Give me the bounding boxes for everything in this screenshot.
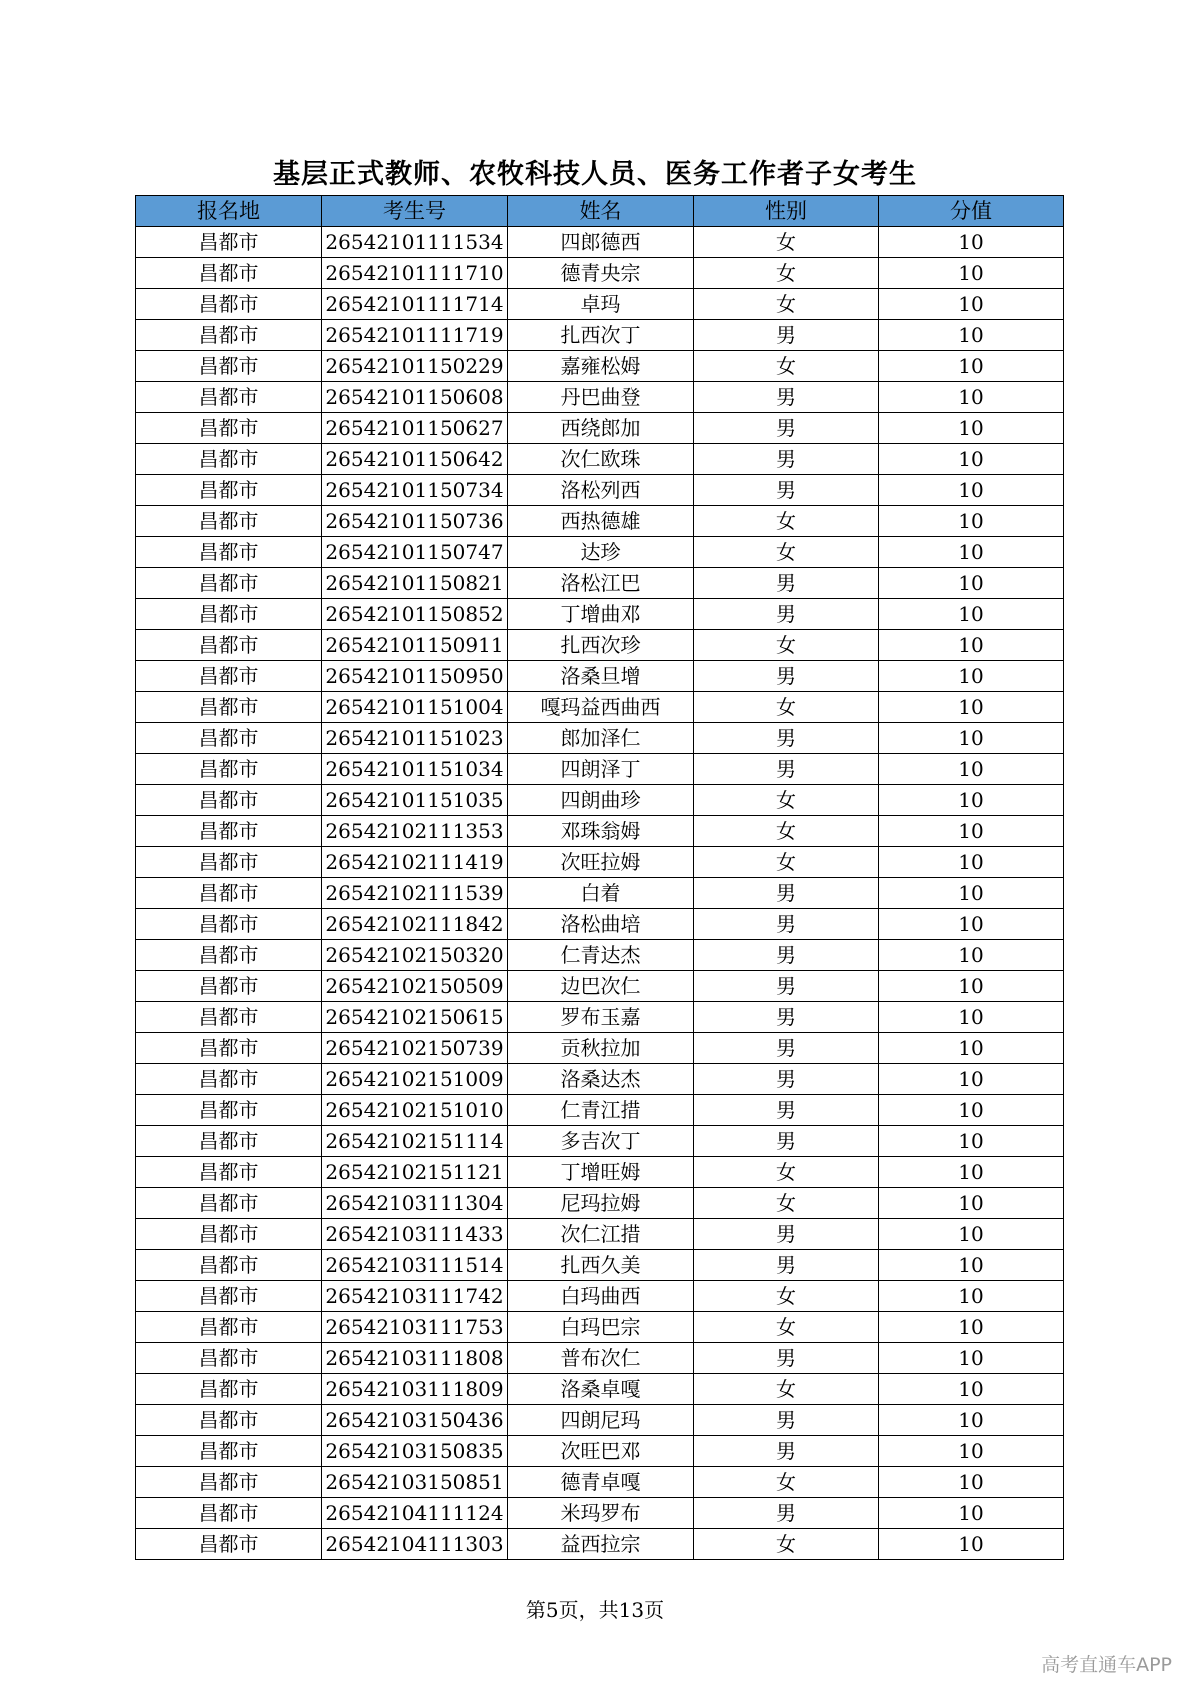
cell-exam-number: 26542103111304 xyxy=(322,1188,508,1219)
table-row xyxy=(136,1033,1064,1064)
page-title: 基层正式教师、农牧科技人员、医务工作者子女考生 xyxy=(273,159,917,190)
cell-score: 10 xyxy=(879,258,1064,289)
cell-name: 尼玛拉姆 xyxy=(508,1188,694,1219)
column-header-score: 分值 xyxy=(879,196,1064,227)
cell-exam-number: 26542102150320 xyxy=(322,940,508,971)
table-row xyxy=(136,1281,1064,1312)
table-row xyxy=(136,878,1064,909)
cell-score: 10 xyxy=(879,909,1064,940)
table-row xyxy=(136,1529,1064,1560)
table-header xyxy=(136,196,1064,227)
table-row xyxy=(136,289,1064,320)
cell-score: 10 xyxy=(879,537,1064,568)
cell-name: 白玛曲西 xyxy=(508,1281,694,1312)
table-row xyxy=(136,630,1064,661)
table-row xyxy=(136,599,1064,630)
cell-gender: 女 xyxy=(694,1467,879,1498)
cell-gender: 女 xyxy=(694,1188,879,1219)
cell-exam-number: 26542101150627 xyxy=(322,413,508,444)
cell-gender: 男 xyxy=(694,320,879,351)
cell-score: 10 xyxy=(879,1126,1064,1157)
cell-registration-place: 昌都市 xyxy=(136,227,322,258)
cell-name: 西绕郎加 xyxy=(508,413,694,444)
cell-score: 10 xyxy=(879,692,1064,723)
table-row xyxy=(136,723,1064,754)
header-row xyxy=(136,196,1064,227)
cell-gender: 男 xyxy=(694,599,879,630)
cell-registration-place: 昌都市 xyxy=(136,723,322,754)
cell-registration-place: 昌都市 xyxy=(136,847,322,878)
cell-gender: 男 xyxy=(694,1219,879,1250)
cell-registration-place: 昌都市 xyxy=(136,351,322,382)
cell-registration-place: 昌都市 xyxy=(136,630,322,661)
cell-exam-number: 26542103150436 xyxy=(322,1405,508,1436)
cell-registration-place: 昌都市 xyxy=(136,258,322,289)
cell-score: 10 xyxy=(879,847,1064,878)
cell-name: 次旺拉姆 xyxy=(508,847,694,878)
cell-score: 10 xyxy=(879,1498,1064,1529)
cell-name: 仁青江措 xyxy=(508,1095,694,1126)
cell-name: 米玛罗布 xyxy=(508,1498,694,1529)
cell-name: 白着 xyxy=(508,878,694,909)
cell-name: 四朗尼玛 xyxy=(508,1405,694,1436)
cell-exam-number: 26542101150911 xyxy=(322,630,508,661)
cell-name: 洛桑旦增 xyxy=(508,661,694,692)
cell-name: 四朗泽丁 xyxy=(508,754,694,785)
cell-gender: 男 xyxy=(694,413,879,444)
cell-name: 卓玛 xyxy=(508,289,694,320)
cell-name: 洛松曲培 xyxy=(508,909,694,940)
table-row xyxy=(136,258,1064,289)
cell-registration-place: 昌都市 xyxy=(136,1405,322,1436)
table-row xyxy=(136,568,1064,599)
cell-gender: 女 xyxy=(694,289,879,320)
cell-name: 洛桑卓嘎 xyxy=(508,1374,694,1405)
cell-exam-number: 26542101151034 xyxy=(322,754,508,785)
cell-exam-number: 26542101150229 xyxy=(322,351,508,382)
cell-exam-number: 26542101150736 xyxy=(322,506,508,537)
column-header-name: 姓名 xyxy=(508,196,694,227)
cell-name: 普布次仁 xyxy=(508,1343,694,1374)
cell-registration-place: 昌都市 xyxy=(136,1312,322,1343)
table-row xyxy=(136,506,1064,537)
cell-gender: 男 xyxy=(694,1343,879,1374)
cell-registration-place: 昌都市 xyxy=(136,1095,322,1126)
cell-exam-number: 26542103150835 xyxy=(322,1436,508,1467)
cell-score: 10 xyxy=(879,1281,1064,1312)
cell-score: 10 xyxy=(879,940,1064,971)
cell-registration-place: 昌都市 xyxy=(136,444,322,475)
cell-gender: 男 xyxy=(694,1498,879,1529)
cell-score: 10 xyxy=(879,1343,1064,1374)
table-row xyxy=(136,661,1064,692)
cell-score: 10 xyxy=(879,413,1064,444)
cell-exam-number: 26542101150608 xyxy=(322,382,508,413)
cell-score: 10 xyxy=(879,444,1064,475)
cell-gender: 女 xyxy=(694,258,879,289)
table-row xyxy=(136,351,1064,382)
cell-score: 10 xyxy=(879,816,1064,847)
cell-gender: 女 xyxy=(694,847,879,878)
cell-exam-number: 26542101111714 xyxy=(322,289,508,320)
column-header-gender: 性别 xyxy=(694,196,879,227)
cell-registration-place: 昌都市 xyxy=(136,909,322,940)
cell-registration-place: 昌都市 xyxy=(136,413,322,444)
cell-exam-number: 26542101111719 xyxy=(322,320,508,351)
cell-exam-number: 26542101151023 xyxy=(322,723,508,754)
cell-score: 10 xyxy=(879,723,1064,754)
cell-name: 四郎德西 xyxy=(508,227,694,258)
cell-registration-place: 昌都市 xyxy=(136,506,322,537)
cell-exam-number: 26542102150739 xyxy=(322,1033,508,1064)
cell-exam-number: 26542102150615 xyxy=(322,1002,508,1033)
cell-score: 10 xyxy=(879,1157,1064,1188)
cell-score: 10 xyxy=(879,568,1064,599)
cell-name: 丁增旺姆 xyxy=(508,1157,694,1188)
table-row xyxy=(136,1374,1064,1405)
cell-name: 四朗曲珍 xyxy=(508,785,694,816)
cell-registration-place: 昌都市 xyxy=(136,971,322,1002)
cell-name: 仁青达杰 xyxy=(508,940,694,971)
cell-name: 西热德雄 xyxy=(508,506,694,537)
cell-registration-place: 昌都市 xyxy=(136,1157,322,1188)
cell-exam-number: 26542101150734 xyxy=(322,475,508,506)
cell-score: 10 xyxy=(879,351,1064,382)
table-row xyxy=(136,785,1064,816)
cell-name: 邓珠翁姆 xyxy=(508,816,694,847)
cell-name: 边巴次仁 xyxy=(508,971,694,1002)
cell-gender: 男 xyxy=(694,909,879,940)
cell-gender: 女 xyxy=(694,816,879,847)
cell-exam-number: 26542101150821 xyxy=(322,568,508,599)
cell-exam-number: 26542103111514 xyxy=(322,1250,508,1281)
cell-name: 郎加泽仁 xyxy=(508,723,694,754)
cell-gender: 男 xyxy=(694,1405,879,1436)
cell-exam-number: 26542102111842 xyxy=(322,909,508,940)
cell-registration-place: 昌都市 xyxy=(136,661,322,692)
cell-score: 10 xyxy=(879,599,1064,630)
cell-exam-number: 26542102111353 xyxy=(322,816,508,847)
cell-gender: 男 xyxy=(694,1095,879,1126)
cell-exam-number: 26542103111433 xyxy=(322,1219,508,1250)
cell-name: 嘉雍松姆 xyxy=(508,351,694,382)
cell-exam-number: 26542103111809 xyxy=(322,1374,508,1405)
cell-registration-place: 昌都市 xyxy=(136,1529,322,1560)
table-row xyxy=(136,692,1064,723)
cell-name: 德青央宗 xyxy=(508,258,694,289)
cell-registration-place: 昌都市 xyxy=(136,1467,322,1498)
cell-name: 嘎玛益西曲西 xyxy=(508,692,694,723)
cell-gender: 男 xyxy=(694,878,879,909)
table-row xyxy=(136,816,1064,847)
cell-exam-number: 26542101151004 xyxy=(322,692,508,723)
cell-name: 扎西次珍 xyxy=(508,630,694,661)
cell-score: 10 xyxy=(879,1095,1064,1126)
cell-registration-place: 昌都市 xyxy=(136,599,322,630)
cell-score: 10 xyxy=(879,1436,1064,1467)
roster-table xyxy=(135,195,1064,1560)
cell-exam-number: 26542103111753 xyxy=(322,1312,508,1343)
cell-exam-number: 26542102111419 xyxy=(322,847,508,878)
cell-gender: 男 xyxy=(694,444,879,475)
cell-name: 洛松江巴 xyxy=(508,568,694,599)
table-row xyxy=(136,1436,1064,1467)
cell-name: 扎西久美 xyxy=(508,1250,694,1281)
cell-exam-number: 26542104111303 xyxy=(322,1529,508,1560)
cell-name: 益西拉宗 xyxy=(508,1529,694,1560)
table-row xyxy=(136,1157,1064,1188)
cell-score: 10 xyxy=(879,1219,1064,1250)
cell-score: 10 xyxy=(879,506,1064,537)
cell-exam-number: 26542103111808 xyxy=(322,1343,508,1374)
table-row xyxy=(136,444,1064,475)
cell-name: 次旺巴邓 xyxy=(508,1436,694,1467)
table-row xyxy=(136,1250,1064,1281)
cell-gender: 男 xyxy=(694,754,879,785)
table-row xyxy=(136,909,1064,940)
cell-score: 10 xyxy=(879,1250,1064,1281)
table-row xyxy=(136,847,1064,878)
cell-name: 丁增曲邓 xyxy=(508,599,694,630)
cell-registration-place: 昌都市 xyxy=(136,320,322,351)
cell-name: 德青卓嘎 xyxy=(508,1467,694,1498)
cell-exam-number: 26542101151035 xyxy=(322,785,508,816)
table-row xyxy=(136,971,1064,1002)
cell-score: 10 xyxy=(879,289,1064,320)
cell-score: 10 xyxy=(879,1405,1064,1436)
cell-name: 洛桑达杰 xyxy=(508,1064,694,1095)
watermark: 高考直通车APP xyxy=(1041,1654,1172,1676)
table-row xyxy=(136,1095,1064,1126)
cell-gender: 男 xyxy=(694,1436,879,1467)
cell-gender: 女 xyxy=(694,1374,879,1405)
table-row xyxy=(136,382,1064,413)
table-row xyxy=(136,754,1064,785)
table-row xyxy=(136,1188,1064,1219)
cell-registration-place: 昌都市 xyxy=(136,785,322,816)
cell-registration-place: 昌都市 xyxy=(136,1188,322,1219)
cell-exam-number: 26542101150852 xyxy=(322,599,508,630)
cell-gender: 女 xyxy=(694,1157,879,1188)
cell-gender: 男 xyxy=(694,1064,879,1095)
cell-score: 10 xyxy=(879,1529,1064,1560)
cell-name: 罗布玉嘉 xyxy=(508,1002,694,1033)
cell-registration-place: 昌都市 xyxy=(136,940,322,971)
cell-score: 10 xyxy=(879,754,1064,785)
cell-name: 多吉次丁 xyxy=(508,1126,694,1157)
cell-name: 贡秋拉加 xyxy=(508,1033,694,1064)
cell-registration-place: 昌都市 xyxy=(136,475,322,506)
table-row xyxy=(136,227,1064,258)
cell-exam-number: 26542102150509 xyxy=(322,971,508,1002)
cell-gender: 男 xyxy=(694,1250,879,1281)
cell-exam-number: 26542104111124 xyxy=(322,1498,508,1529)
cell-exam-number: 26542101111710 xyxy=(322,258,508,289)
cell-score: 10 xyxy=(879,1064,1064,1095)
cell-name: 白玛巴宗 xyxy=(508,1312,694,1343)
cell-score: 10 xyxy=(879,661,1064,692)
cell-exam-number: 26542103111742 xyxy=(322,1281,508,1312)
cell-exam-number: 26542102111539 xyxy=(322,878,508,909)
cell-score: 10 xyxy=(879,971,1064,1002)
cell-gender: 女 xyxy=(694,1281,879,1312)
cell-registration-place: 昌都市 xyxy=(136,1033,322,1064)
cell-gender: 女 xyxy=(694,692,879,723)
cell-exam-number: 26542101150747 xyxy=(322,537,508,568)
cell-exam-number: 26542102151009 xyxy=(322,1064,508,1095)
cell-score: 10 xyxy=(879,1002,1064,1033)
cell-gender: 男 xyxy=(694,971,879,1002)
table-row xyxy=(136,1064,1064,1095)
cell-score: 10 xyxy=(879,382,1064,413)
cell-exam-number: 26542102151010 xyxy=(322,1095,508,1126)
cell-registration-place: 昌都市 xyxy=(136,816,322,847)
cell-registration-place: 昌都市 xyxy=(136,1281,322,1312)
cell-exam-number: 26542102151114 xyxy=(322,1126,508,1157)
cell-registration-place: 昌都市 xyxy=(136,754,322,785)
column-header-registration-place: 报名地 xyxy=(136,196,322,227)
cell-score: 10 xyxy=(879,1188,1064,1219)
table-body xyxy=(136,227,1064,1560)
cell-registration-place: 昌都市 xyxy=(136,537,322,568)
cell-gender: 女 xyxy=(694,537,879,568)
cell-score: 10 xyxy=(879,785,1064,816)
cell-registration-place: 昌都市 xyxy=(136,382,322,413)
table-row xyxy=(136,1219,1064,1250)
cell-score: 10 xyxy=(879,1033,1064,1064)
cell-name: 丹巴曲登 xyxy=(508,382,694,413)
cell-registration-place: 昌都市 xyxy=(136,1219,322,1250)
cell-registration-place: 昌都市 xyxy=(136,1002,322,1033)
cell-gender: 女 xyxy=(694,1312,879,1343)
table-row xyxy=(136,537,1064,568)
cell-gender: 男 xyxy=(694,475,879,506)
table-row xyxy=(136,475,1064,506)
table-row xyxy=(136,1467,1064,1498)
cell-name: 达珍 xyxy=(508,537,694,568)
table-row xyxy=(136,1343,1064,1374)
cell-registration-place: 昌都市 xyxy=(136,878,322,909)
cell-score: 10 xyxy=(879,1374,1064,1405)
column-header-exam-number: 考生号 xyxy=(322,196,508,227)
cell-score: 10 xyxy=(879,320,1064,351)
cell-exam-number: 26542101111534 xyxy=(322,227,508,258)
cell-gender: 男 xyxy=(694,723,879,754)
cell-gender: 男 xyxy=(694,940,879,971)
cell-registration-place: 昌都市 xyxy=(136,1374,322,1405)
cell-exam-number: 26542101150642 xyxy=(322,444,508,475)
cell-gender: 女 xyxy=(694,506,879,537)
cell-gender: 女 xyxy=(694,351,879,382)
cell-gender: 男 xyxy=(694,1126,879,1157)
table-row xyxy=(136,1126,1064,1157)
cell-registration-place: 昌都市 xyxy=(136,1498,322,1529)
cell-score: 10 xyxy=(879,878,1064,909)
cell-exam-number: 26542103150851 xyxy=(322,1467,508,1498)
cell-registration-place: 昌都市 xyxy=(136,1343,322,1374)
cell-registration-place: 昌都市 xyxy=(136,1250,322,1281)
cell-gender: 女 xyxy=(694,227,879,258)
cell-exam-number: 26542102151121 xyxy=(322,1157,508,1188)
cell-registration-place: 昌都市 xyxy=(136,568,322,599)
cell-score: 10 xyxy=(879,1312,1064,1343)
table-row xyxy=(136,1312,1064,1343)
page-footer: 第5页，共13页 xyxy=(525,1598,665,1622)
cell-score: 10 xyxy=(879,1467,1064,1498)
table-row xyxy=(136,413,1064,444)
cell-score: 10 xyxy=(879,630,1064,661)
table-row xyxy=(136,320,1064,351)
cell-gender: 男 xyxy=(694,1033,879,1064)
cell-gender: 男 xyxy=(694,1002,879,1033)
cell-gender: 女 xyxy=(694,785,879,816)
cell-name: 扎西次丁 xyxy=(508,320,694,351)
table-row xyxy=(136,940,1064,971)
cell-score: 10 xyxy=(879,227,1064,258)
cell-exam-number: 26542101150950 xyxy=(322,661,508,692)
cell-gender: 男 xyxy=(694,568,879,599)
cell-gender: 女 xyxy=(694,1529,879,1560)
cell-name: 次仁江措 xyxy=(508,1219,694,1250)
cell-gender: 男 xyxy=(694,661,879,692)
cell-gender: 男 xyxy=(694,382,879,413)
cell-registration-place: 昌都市 xyxy=(136,1126,322,1157)
table-row xyxy=(136,1002,1064,1033)
cell-registration-place: 昌都市 xyxy=(136,1064,322,1095)
cell-registration-place: 昌都市 xyxy=(136,1436,322,1467)
cell-name: 洛松列西 xyxy=(508,475,694,506)
table-row xyxy=(136,1498,1064,1529)
cell-name: 次仁欧珠 xyxy=(508,444,694,475)
table-row xyxy=(136,1405,1064,1436)
cell-registration-place: 昌都市 xyxy=(136,289,322,320)
cell-gender: 女 xyxy=(694,630,879,661)
cell-score: 10 xyxy=(879,475,1064,506)
cell-registration-place: 昌都市 xyxy=(136,692,322,723)
